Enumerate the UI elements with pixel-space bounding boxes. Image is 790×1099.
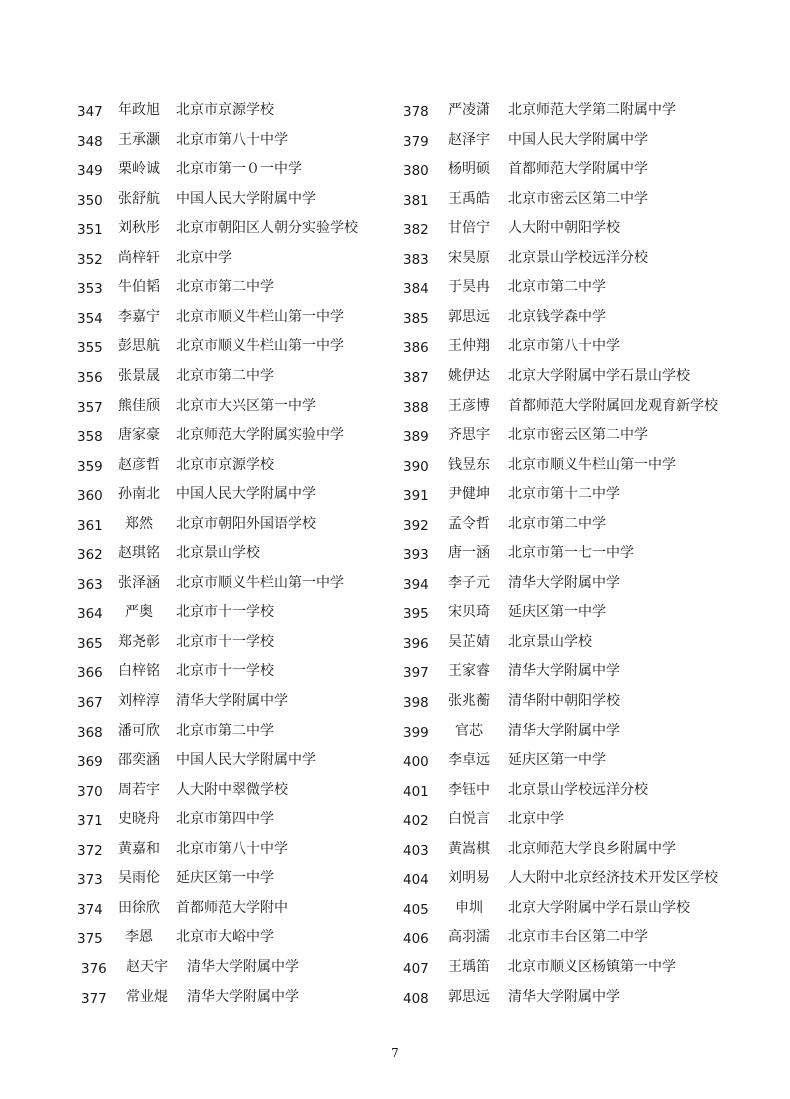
school-name: 北京市第十二中学 [508,486,620,503]
student-name: 吴雨伦 [118,870,160,887]
school-name: 北京景山学校 [508,633,592,650]
entry-number: 365 [77,635,103,652]
student-name: 严奥 [125,604,153,621]
school-name: 清华大学附属中学 [508,988,620,1005]
entry-number: 357 [77,399,103,416]
student-name: 刘明易 [448,870,490,887]
school-name: 人大附中朝阳学校 [508,220,620,237]
student-name: 白悦言 [448,811,490,828]
student-name: 王彦博 [448,397,490,414]
entry-number: 397 [403,665,429,682]
student-name: 李子元 [448,574,490,591]
student-name: 周若宇 [118,781,160,798]
student-name: 尚梓轩 [118,249,160,266]
student-name: 唐家豪 [118,427,160,444]
student-name: 甘倍宁 [448,220,490,237]
school-name: 延庆区第一中学 [508,604,606,621]
entry-number: 408 [403,990,429,1007]
entry-number: 370 [77,783,103,800]
student-name: 张景晟 [118,367,160,384]
entry-number: 399 [403,724,429,741]
entry-number: 392 [403,517,429,534]
student-name: 李嘉宁 [118,308,160,325]
page-number: 7 [391,1046,399,1060]
entry-number: 353 [77,281,103,298]
school-name: 中国人民大学附属中学 [176,486,316,503]
student-name: 黄嘉和 [118,840,160,857]
entry-number: 371 [77,813,103,830]
student-name: 唐一涵 [448,545,490,562]
school-name: 北京师范大学第二附属中学 [508,102,676,118]
entry-number: 358 [77,429,103,446]
entry-number: 395 [403,606,429,623]
school-name: 北京大学附属中学石景山学校 [508,899,690,916]
school-name: 北京景山学校远洋分校 [508,781,648,798]
student-name: 赵天宇 [126,958,168,975]
student-name: 张泽涵 [118,574,160,591]
school-name: 北京市第二中学 [508,515,606,532]
school-name: 北京中学 [176,249,232,266]
entry-number: 377 [81,990,107,1007]
entry-number: 347 [77,104,103,120]
student-name: 李卓远 [448,752,490,769]
entry-number: 366 [77,665,103,682]
school-name: 北京中学 [508,811,564,828]
student-name: 潘可欣 [118,722,160,739]
entry-number: 368 [77,724,103,741]
student-name: 郭思远 [448,308,490,325]
entry-number: 380 [403,163,429,180]
school-name: 北京市第一七一中学 [508,545,634,562]
student-name: 王家睿 [448,663,490,680]
student-name: 牛伯韬 [118,279,160,296]
entry-number: 394 [403,576,429,593]
entry-number: 349 [77,163,103,180]
school-name: 首都师范大学附属回龙观育新学校 [508,397,718,414]
student-name: 严凌潇 [448,102,490,118]
entry-number: 381 [403,192,429,209]
student-name: 宋昊原 [448,249,490,266]
student-name: 邵奕涵 [118,752,160,769]
school-name: 延庆区第一中学 [508,752,606,769]
entry-number: 400 [403,754,429,771]
entry-number: 396 [403,635,429,652]
student-name: 官芯 [455,722,483,739]
school-name: 北京市京源学校 [176,102,274,118]
student-name: 张兆蘅 [448,693,490,709]
student-name: 栗岭诚 [118,161,160,178]
entry-number: 354 [77,310,103,327]
entry-number: 374 [77,901,103,918]
student-name: 钱昱东 [448,456,490,473]
school-name: 北京市第二中学 [176,722,274,739]
entry-number: 355 [77,340,103,357]
student-name: 赵泽宇 [448,131,490,148]
school-name: 清华大学附属中学 [508,722,620,739]
entry-number: 372 [77,842,103,859]
school-name: 北京师范大学良乡附属中学 [508,840,676,857]
student-name: 郑尧彰 [118,633,160,650]
school-name: 北京市顺义区杨镇第一中学 [508,958,676,975]
student-name: 于昊冉 [448,279,490,296]
entry-number: 369 [77,754,103,771]
entry-number: 407 [403,960,429,977]
student-name: 张舒航 [118,190,160,207]
student-name: 彭思航 [118,338,160,355]
school-name: 北京市顺义牛栏山第一中学 [508,456,676,473]
student-name: 郭思远 [448,988,490,1005]
student-name: 申圳 [455,899,483,916]
school-name: 北京市第二中学 [176,367,274,384]
entry-number: 401 [403,783,429,800]
school-name: 北京市密云区第二中学 [508,190,648,207]
school-name: 北京市顺义牛栏山第一中学 [176,574,344,591]
entry-number: 402 [403,813,429,830]
school-name: 北京师范大学附属实验中学 [176,427,344,444]
entry-number: 404 [403,872,429,889]
school-name: 北京市京源学校 [176,456,274,473]
entry-number: 362 [77,547,103,564]
school-name: 清华附中朝阳学校 [508,693,620,709]
entry-number: 393 [403,547,429,564]
school-name: 北京景山学校 [176,545,260,562]
entry-number: 388 [403,399,429,416]
school-name: 北京市丰台区第二中学 [508,929,648,946]
entry-number: 375 [77,931,103,948]
school-name: 延庆区第一中学 [176,870,274,887]
entry-number: 373 [77,872,103,889]
student-name: 王瑀笛 [448,958,490,975]
student-name: 田徐欣 [118,899,160,916]
student-name: 白梓铭 [118,663,160,680]
entry-number: 379 [403,133,429,150]
entry-number: 384 [403,281,429,298]
entry-number: 367 [77,695,103,711]
school-name: 北京市朝阳外国语学校 [176,515,316,532]
entry-number: 348 [77,133,103,150]
entry-number: 378 [403,104,429,120]
school-name: 清华大学附属中学 [187,958,299,975]
student-name: 孙南北 [118,486,160,503]
student-name: 年政旭 [118,102,160,118]
student-name: 杨明硕 [448,161,490,178]
student-name: 黄嵩棋 [448,840,490,857]
student-name: 熊佳颀 [118,397,160,414]
school-name: 中国人民大学附属中学 [508,131,648,148]
school-name: 北京市十一学校 [176,663,274,680]
student-name: 赵琪铭 [118,545,160,562]
school-name: 中国人民大学附属中学 [176,752,316,769]
entry-number: 405 [403,901,429,918]
student-name: 刘梓淳 [118,693,160,709]
school-name: 北京市第二中学 [508,279,606,296]
entry-number: 360 [77,488,103,505]
entry-number: 383 [403,251,429,268]
entry-number: 356 [77,369,103,386]
entry-number: 376 [81,960,107,977]
school-name: 清华大学附属中学 [508,663,620,680]
student-name: 李钰中 [448,781,490,798]
student-name: 史晓舟 [118,811,160,828]
entry-number: 350 [77,192,103,209]
entry-number: 398 [403,695,429,711]
school-name: 北京市顺义牛栏山第一中学 [176,308,344,325]
student-name: 李恩 [125,929,153,946]
entry-number: 389 [403,429,429,446]
entry-number: 386 [403,340,429,357]
school-name: 首都师范大学附属中学 [508,161,648,178]
school-name: 北京市第一０一中学 [176,161,302,178]
school-name: 北京大学附属中学石景山学校 [508,367,690,384]
school-name: 北京市大峪中学 [176,929,274,946]
school-name: 首都师范大学附中 [176,899,288,916]
student-name: 赵彦哲 [118,456,160,473]
student-name: 王禹皓 [448,190,490,207]
school-name: 北京市十一学校 [176,604,274,621]
school-name: 北京市第八十中学 [176,131,288,148]
entry-number: 382 [403,222,429,239]
entry-number: 403 [403,842,429,859]
student-name: 姚伊达 [448,367,490,384]
entry-number: 387 [403,369,429,386]
student-name: 郑然 [125,515,153,532]
entry-number: 352 [77,251,103,268]
school-name: 北京市顺义牛栏山第一中学 [176,338,344,355]
school-name: 北京市大兴区第一中学 [176,397,316,414]
school-name: 北京市第二中学 [176,279,274,296]
student-name: 齐思宇 [448,427,490,444]
student-name: 尹健坤 [448,486,490,503]
school-name: 北京市十一学校 [176,633,274,650]
student-name: 常业焜 [126,988,168,1005]
entry-number: 406 [403,931,429,948]
school-name: 北京市第八十中学 [176,840,288,857]
student-name: 高羽濡 [448,929,490,946]
school-name: 中国人民大学附属中学 [176,190,316,207]
school-name: 清华大学附属中学 [508,574,620,591]
school-name: 人大附中翠微学校 [176,781,288,798]
entry-number: 351 [77,222,103,239]
school-name: 北京市第四中学 [176,811,274,828]
school-name: 北京市朝阳区人朝分实验学校 [176,220,358,237]
student-name: 王仲翔 [448,338,490,355]
school-name: 人大附中北京经济技术开发区学校 [508,870,718,887]
student-name: 王承灏 [118,131,160,148]
entry-number: 364 [77,606,103,623]
entry-number: 385 [403,310,429,327]
student-name: 孟令哲 [448,515,490,532]
entry-number: 391 [403,488,429,505]
school-name: 北京市密云区第二中学 [508,427,648,444]
school-name: 清华大学附属中学 [176,693,288,709]
student-name: 宋贝琦 [448,604,490,621]
entry-number: 363 [77,576,103,593]
student-name: 刘秋彤 [118,220,160,237]
school-name: 北京景山学校远洋分校 [508,249,648,266]
school-name: 北京市第八十中学 [508,338,620,355]
entry-number: 361 [77,517,103,534]
entry-number: 390 [403,458,429,475]
student-name: 吴芷婧 [448,633,490,650]
school-name: 北京钱学森中学 [508,308,606,325]
school-name: 清华大学附属中学 [187,988,299,1005]
entry-number: 359 [77,458,103,475]
